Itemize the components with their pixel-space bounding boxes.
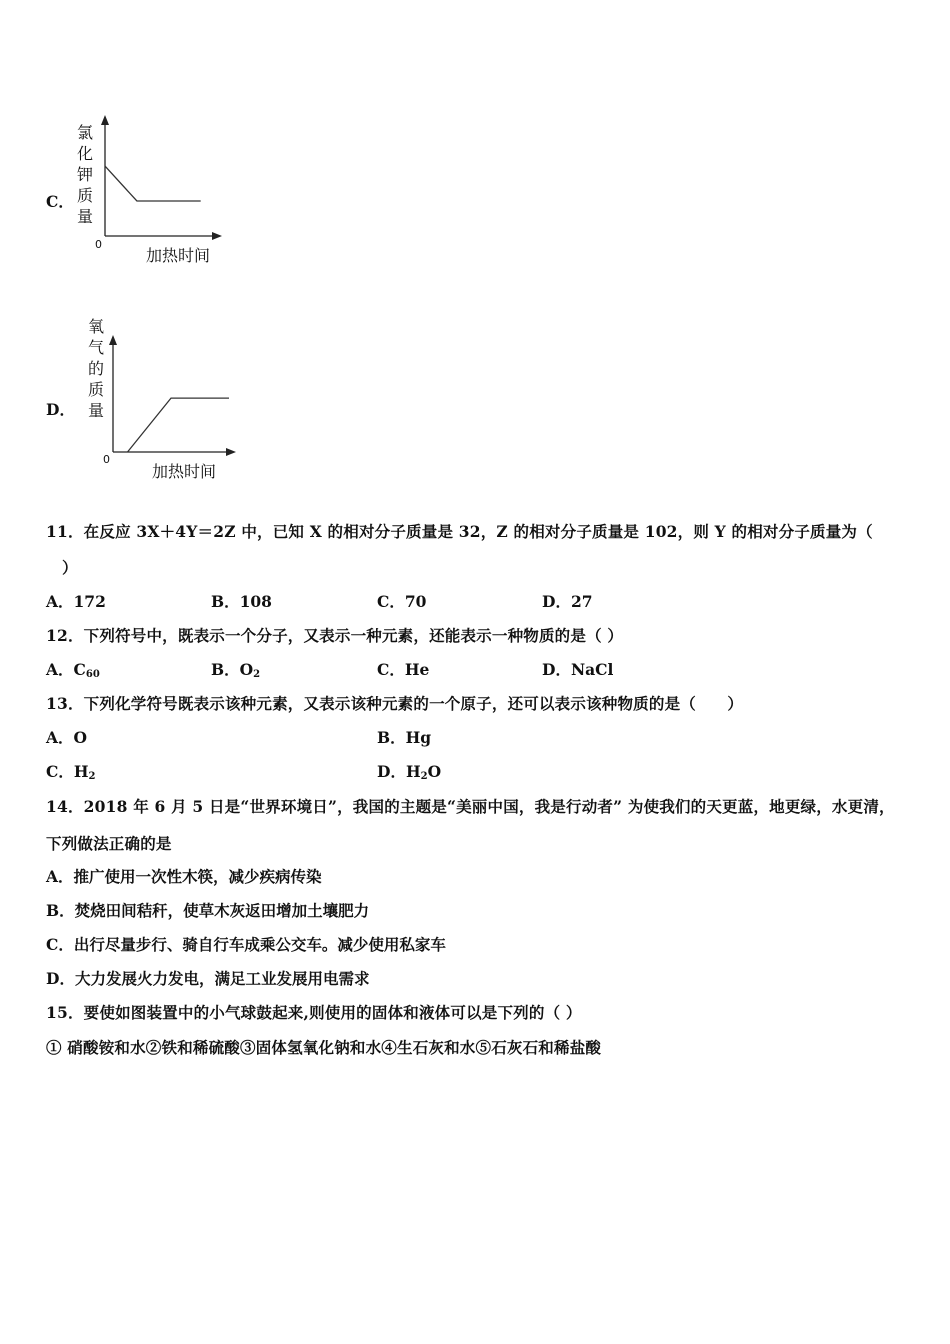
option-label-c: C． [46, 192, 74, 211]
q13-option-d-main: D．H [377, 762, 421, 781]
chart-d-series-line-0 [128, 398, 230, 452]
q12-option-a-sub: 60 [85, 669, 100, 680]
chart-c-xlabel: 加热时间 [146, 246, 211, 265]
chart-d-origin: 0 [103, 453, 110, 466]
q14-option-b[interactable]: B．焚烧田间秸秆，使草木灰返田增加土壤肥力 [46, 901, 370, 920]
q13-option-a-main: A．O [46, 728, 88, 747]
q11-option-c[interactable]: C．70 [377, 592, 427, 611]
q13-option-c-sub: 2 [88, 771, 96, 782]
q13-option-d-sub: 2 [420, 771, 428, 782]
q11-stem-line2: ） [62, 558, 78, 577]
option-label-d: D． [46, 400, 75, 419]
q12-option-b-main: B．O [211, 660, 254, 679]
q11-option-b[interactable]: B．108 [211, 592, 272, 611]
q15-stem: 15．要使如图装置中的小气球鼓起来,则使用的固体和液体可以是下列的（ ） [46, 1003, 582, 1022]
q13-option-b-main: B．Hg [377, 728, 432, 747]
q14-stem-line2: 下列做法正确的是 [46, 834, 172, 853]
q12-option-a-main: A．C [46, 660, 86, 679]
q14-option-d[interactable]: D．大力发展火力发电，满足工业发展用电需求 [46, 969, 370, 988]
q12-option-b-sub: 2 [253, 669, 261, 680]
q12-option-a[interactable] [46, 658, 100, 680]
q15-choices: ① 硝酸铵和水②铁和稀硫酸③固体氢氧化钠和水④生石灰和水⑤石灰石和稀盐酸 [46, 1038, 602, 1057]
q13-option-b[interactable] [377, 726, 431, 748]
q13-option-c-main: C．H [46, 762, 89, 781]
chart-d-xlabel: 加热时间 [152, 462, 217, 481]
q13-option-a[interactable] [46, 726, 87, 748]
q11-stem-line1: 11．在反应 3X＋4Y＝2Z 中，已知 X 的相对分子质量是 32，Z 的相对分子质量是 102，则 Y 的相对分子质量为（ [46, 522, 873, 541]
q14-option-a[interactable]: A．推广使用一次性木筷，减少疾病传染 [46, 867, 322, 886]
q14-stem-line1: 14．2018 年 6 月 5 日是“世界环境日”，我国的主题是“美丽中国，我是行动者” 为使我们的天更蓝，地更绿，水更清， [46, 797, 895, 816]
chart-c-origin: 0 [95, 238, 102, 251]
q12-option-c[interactable] [377, 658, 429, 680]
q12-option-c-main: C．He [377, 660, 430, 679]
q14-option-c[interactable]: C．出行尽量步行、骑自行车成乘公交车。减少使用私家车 [46, 935, 446, 954]
q12-option-d-main: D．NaCl [542, 660, 614, 679]
q13-stem: 13．下列化学符号既表示该种元素，又表示该种元素的一个原子，还可以表示该种物质的是（ ） [46, 694, 744, 713]
q12-option-d[interactable] [542, 658, 613, 680]
q13-option-c[interactable] [46, 760, 95, 782]
q11-option-d[interactable]: D．27 [542, 592, 593, 611]
q12-stem: 12．下列符号中，既表示一个分子，又表示一种元素，还能表示一种物质的是（ ） [46, 626, 624, 645]
chart-d-ylabel: 氧气的质量 [87, 317, 104, 420]
q13-option-d-tail: O [427, 762, 442, 781]
q12-option-b[interactable] [211, 658, 260, 680]
chart-d-x-axis-arrow [226, 448, 236, 456]
chart-c-ylabel: 氯化钾质量 [76, 123, 93, 226]
q11-option-a[interactable]: A．172 [46, 592, 106, 611]
chart-d-y-axis-arrow [109, 335, 117, 345]
q13-option-d[interactable] [377, 760, 441, 782]
